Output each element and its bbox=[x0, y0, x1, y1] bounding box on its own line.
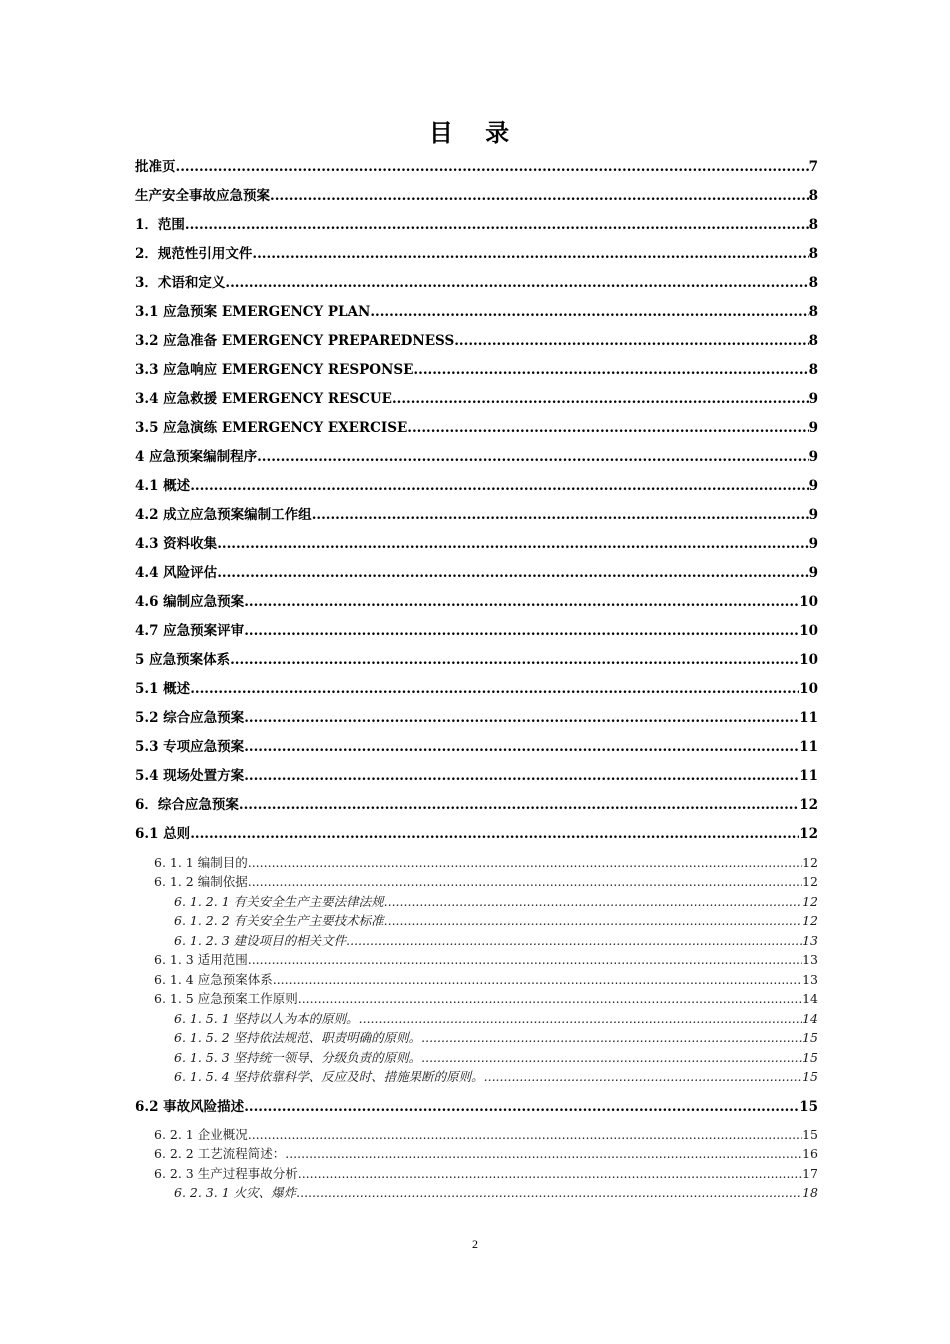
toc-leader-dots bbox=[248, 854, 802, 872]
toc-entry-title: 批准页 bbox=[135, 159, 176, 175]
toc-entry[interactable] bbox=[135, 273, 818, 293]
toc-leader-dots bbox=[248, 873, 802, 891]
toc-entry[interactable] bbox=[174, 1068, 818, 1086]
toc-leader-dots bbox=[359, 1010, 802, 1028]
toc-leader-dots bbox=[225, 273, 808, 293]
toc-entry-page: 8 bbox=[808, 188, 818, 204]
toc-entry-page: 12 bbox=[799, 797, 818, 813]
toc-entry-title: 3.3 应急响应 EMERGENCY RESPONSE bbox=[135, 362, 414, 378]
toc-entry[interactable] bbox=[154, 951, 818, 969]
toc-entry-page: 8 bbox=[808, 304, 818, 320]
toc-leader-dots bbox=[421, 1049, 802, 1067]
toc-entry-title: 6. 1. 2. 1 有关安全生产主要法律法规 bbox=[174, 894, 384, 909]
toc-entry-page: 7 bbox=[808, 159, 818, 175]
toc-entry-title: 6. 1. 5 应急预案工作原则 bbox=[154, 991, 298, 1006]
toc-entry-page: 8 bbox=[808, 217, 818, 233]
toc-entry[interactable] bbox=[174, 1184, 818, 1202]
toc-leader-dots bbox=[244, 1097, 799, 1117]
toc-entry-title: 5.4 现场处置方案 bbox=[135, 768, 245, 784]
toc-entry-page: 9 bbox=[808, 565, 818, 581]
toc-entry-page: 15 bbox=[802, 1127, 818, 1142]
toc-leader-dots bbox=[346, 932, 802, 950]
toc-entry-page: 9 bbox=[808, 507, 818, 523]
toc-entry[interactable] bbox=[135, 679, 818, 699]
toc-entry-title: 6. 1. 1 编制目的 bbox=[154, 855, 248, 870]
toc-entry-title: 3.4 应急救援 EMERGENCY RESCUE bbox=[135, 391, 392, 407]
toc-entry-page: 10 bbox=[799, 594, 818, 610]
toc-entry-title: 6．综合应急预案 bbox=[135, 797, 239, 813]
toc-entry[interactable] bbox=[135, 534, 818, 554]
toc-leader-dots bbox=[298, 1165, 802, 1183]
toc-entry-title: 4.4 风险评估 bbox=[135, 565, 218, 581]
toc-entry-page: 10 bbox=[799, 681, 818, 697]
toc-entry-page: 9 bbox=[808, 420, 818, 436]
toc-entry-title: 4 应急预案编制程序 bbox=[135, 449, 258, 465]
toc-entry[interactable] bbox=[174, 912, 818, 930]
toc-entry-title: 生产安全事故应急预案 bbox=[135, 188, 270, 204]
toc-entry[interactable] bbox=[154, 1165, 818, 1183]
toc-entry-title: 6.1 总则 bbox=[135, 826, 191, 842]
toc-entry[interactable] bbox=[135, 737, 818, 757]
toc-entry-page: 12 bbox=[802, 874, 818, 889]
toc-entry-title: 6. 2. 3 生产过程事故分析 bbox=[154, 1166, 298, 1181]
toc-entry-title: 6. 2. 1 企业概况 bbox=[154, 1127, 248, 1142]
toc-entry[interactable] bbox=[174, 1029, 818, 1047]
toc-entry-title: 5.3 专项应急预案 bbox=[135, 739, 245, 755]
toc-leader-dots bbox=[484, 1068, 802, 1086]
toc-leader-dots bbox=[252, 244, 808, 264]
toc-entry-page: 13 bbox=[802, 933, 818, 948]
toc-leader-dots bbox=[217, 563, 808, 583]
page-title: 目 录 bbox=[428, 119, 522, 147]
toc-entry-title: 5.1 概述 bbox=[135, 681, 191, 697]
toc-leader-dots bbox=[244, 737, 799, 757]
toc-entry[interactable] bbox=[135, 795, 818, 815]
page-number: 2 bbox=[472, 1237, 478, 1251]
toc-entry[interactable] bbox=[135, 215, 818, 235]
toc-entry-title: 6. 1. 4 应急预案体系 bbox=[154, 972, 273, 987]
toc-entry-title: 4.6 编制应急预案 bbox=[135, 594, 245, 610]
toc-entry-title: 6. 2. 2 工艺流程简述： bbox=[154, 1146, 286, 1161]
toc-entry[interactable] bbox=[135, 563, 818, 583]
toc-entry-page: 12 bbox=[802, 894, 818, 909]
toc-entry-page: 8 bbox=[808, 275, 818, 291]
toc-leader-dots bbox=[239, 795, 799, 815]
toc-leader-dots bbox=[298, 990, 802, 1008]
toc-entry[interactable] bbox=[154, 873, 818, 891]
toc-entry[interactable] bbox=[135, 592, 818, 612]
toc-entry-page: 12 bbox=[802, 913, 818, 928]
toc-entry-page: 11 bbox=[799, 768, 818, 784]
toc-entry-title: 6. 1. 2. 2 有关安全生产主要技术标准 bbox=[174, 913, 384, 928]
toc-entry-page: 8 bbox=[808, 333, 818, 349]
toc-entry[interactable] bbox=[135, 389, 818, 409]
toc-entry-page: 14 bbox=[802, 991, 818, 1006]
toc-entry[interactable] bbox=[154, 1126, 818, 1144]
toc-entry-title: 5 应急预案体系 bbox=[135, 652, 231, 668]
toc-entry-page: 11 bbox=[799, 710, 818, 726]
toc-entry-title: 3.2 应急准备 EMERGENCY PREPAREDNESS bbox=[135, 333, 455, 349]
toc-entry[interactable] bbox=[135, 244, 818, 264]
toc-entry-page: 15 bbox=[799, 1099, 818, 1115]
toc-entry-page: 15 bbox=[802, 1030, 818, 1045]
toc-entry-title: 6. 2. 3. 1 火灾、爆炸 bbox=[174, 1185, 297, 1200]
toc-entry[interactable] bbox=[174, 893, 818, 911]
toc-entry-title: 6. 1. 3 适用范围 bbox=[154, 952, 248, 967]
toc-entry[interactable] bbox=[135, 708, 818, 728]
toc-leader-dots bbox=[421, 1029, 802, 1047]
toc-entry-title: 6. 1. 2. 3 建设项目的相关文件 bbox=[174, 933, 347, 948]
toc-leader-dots bbox=[190, 476, 808, 496]
toc-entry-page: 9 bbox=[808, 391, 818, 407]
toc-entry-title: 3.5 应急演练 EMERGENCY EXERCISE bbox=[135, 420, 408, 436]
toc-entry[interactable] bbox=[135, 650, 818, 670]
toc-entry-page: 13 bbox=[802, 952, 818, 967]
toc-entry[interactable] bbox=[135, 824, 818, 844]
toc-entry-page: 11 bbox=[799, 739, 818, 755]
toc-entry-page: 9 bbox=[808, 536, 818, 552]
toc-entry[interactable] bbox=[135, 1097, 818, 1117]
toc-entry[interactable] bbox=[135, 331, 818, 351]
toc-leader-dots bbox=[296, 1184, 802, 1202]
toc-entry-page: 12 bbox=[802, 855, 818, 870]
toc-entry[interactable] bbox=[135, 418, 818, 438]
toc-entry-title: 5.2 综合应急预案 bbox=[135, 710, 245, 726]
toc-entry[interactable] bbox=[154, 854, 818, 872]
toc-entry-title: 6. 1. 5. 2 坚持依法规范、职责明确的原则。 bbox=[174, 1030, 422, 1045]
toc-entry-title: 4.2 成立应急预案编制工作组 bbox=[135, 507, 312, 523]
toc-entry[interactable] bbox=[135, 447, 818, 467]
toc-leader-dots bbox=[244, 708, 799, 728]
toc-entry-page: 15 bbox=[802, 1069, 818, 1084]
toc-entry-title: 4.3 资料收集 bbox=[135, 536, 218, 552]
toc-entry-title: 3．术语和定义 bbox=[135, 275, 226, 291]
toc-entry-title: 4.1 概述 bbox=[135, 478, 191, 494]
toc-entry-page: 8 bbox=[808, 246, 818, 262]
toc-entry[interactable] bbox=[174, 932, 818, 950]
toc-entry[interactable] bbox=[135, 505, 818, 525]
toc-entry-title: 6.2 事故风险描述 bbox=[135, 1099, 245, 1115]
toc-entry[interactable] bbox=[174, 1049, 818, 1067]
toc-leader-dots bbox=[185, 215, 809, 235]
toc-entry-title: 4.7 应急预案评审 bbox=[135, 623, 245, 639]
toc-entry-title: 6. 1. 2 编制依据 bbox=[154, 874, 248, 889]
toc-entry-title: 1．范围 bbox=[135, 217, 185, 233]
toc-leader-dots bbox=[217, 534, 808, 554]
toc-entry[interactable] bbox=[135, 766, 818, 786]
toc-entry[interactable] bbox=[174, 1010, 818, 1028]
toc-leader-dots bbox=[454, 331, 808, 351]
toc-leader-dots bbox=[190, 679, 799, 699]
toc-entry[interactable] bbox=[154, 990, 818, 1008]
toc-entry-title: 6. 1. 5. 3 坚持统一领导、分级负责的原则。 bbox=[174, 1050, 422, 1065]
toc-entry[interactable] bbox=[135, 360, 818, 380]
toc-entry[interactable] bbox=[154, 1145, 818, 1163]
toc-entry[interactable] bbox=[135, 186, 818, 206]
toc-leader-dots bbox=[370, 302, 808, 322]
toc-entry-title: 3.1 应急预案 EMERGENCY PLAN bbox=[135, 304, 371, 320]
toc-entry[interactable] bbox=[135, 476, 818, 496]
toc-entry-page: 12 bbox=[799, 826, 818, 842]
toc-entry-page: 10 bbox=[799, 623, 818, 639]
toc-entry-page: 10 bbox=[799, 652, 818, 668]
toc-entry-title: 2．规范性引用文件 bbox=[135, 246, 253, 262]
toc-entry-page: 13 bbox=[802, 972, 818, 987]
toc-entry-page: 9 bbox=[808, 478, 818, 494]
toc-leader-dots bbox=[190, 824, 799, 844]
toc-entry-page: 17 bbox=[802, 1166, 818, 1181]
toc-entry-page: 16 bbox=[802, 1146, 818, 1161]
toc-leader-dots bbox=[248, 951, 802, 969]
toc-entry[interactable] bbox=[135, 621, 818, 641]
toc-entry-page: 14 bbox=[802, 1011, 818, 1026]
toc-leader-dots bbox=[407, 418, 808, 438]
toc-leader-dots bbox=[248, 1126, 802, 1144]
toc-leader-dots bbox=[384, 893, 802, 911]
toc-leader-dots bbox=[312, 505, 809, 525]
toc-leader-dots bbox=[257, 447, 809, 467]
toc-entry[interactable] bbox=[154, 971, 818, 989]
toc-entry[interactable] bbox=[135, 157, 818, 177]
toc-leader-dots bbox=[384, 912, 802, 930]
toc-leader-dots bbox=[244, 766, 799, 786]
toc-leader-dots bbox=[270, 186, 809, 206]
toc-leader-dots bbox=[244, 621, 799, 641]
toc-entry-page: 18 bbox=[802, 1185, 818, 1200]
toc-entry-page: 9 bbox=[808, 449, 818, 465]
toc-entry-page: 8 bbox=[808, 362, 818, 378]
toc-entry-title: 6. 1. 5. 4 坚持依靠科学、反应及时、措施果断的原则。 bbox=[174, 1069, 484, 1084]
toc-leader-dots bbox=[392, 389, 809, 409]
toc-entry-page: 15 bbox=[802, 1050, 818, 1065]
toc-leader-dots bbox=[413, 360, 808, 380]
toc-leader-dots bbox=[244, 592, 799, 612]
toc-leader-dots bbox=[273, 971, 802, 989]
toc-leader-dots bbox=[230, 650, 799, 670]
toc-leader-dots bbox=[176, 157, 809, 177]
toc-entry-title: 6. 1. 5. 1 坚持以人为本的原则。 bbox=[174, 1011, 359, 1026]
toc-entry[interactable] bbox=[135, 302, 818, 322]
toc-leader-dots bbox=[285, 1145, 802, 1163]
